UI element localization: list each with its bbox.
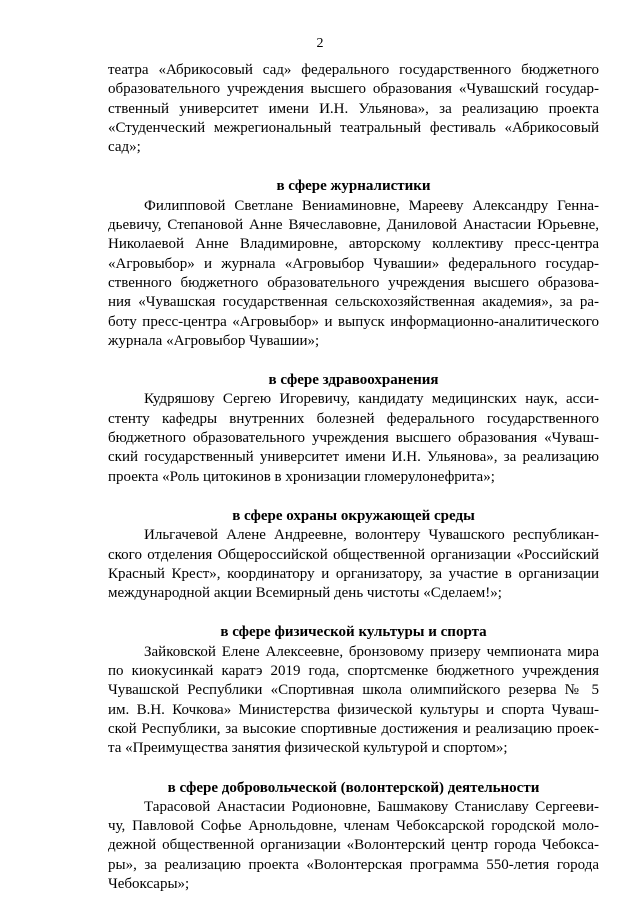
paragraph-journalism (108, 197, 599, 351)
text-line: ский государственный университет имени И.Н. Ульянова», за реализацию (108, 449, 599, 466)
text-line: ственного бюджетного образовательного учреждения высшего образова- (108, 274, 599, 291)
text-line: чу, Павловой Софье Арнольдовне, членам Чебоксарской городской моло- (108, 818, 599, 835)
section-heading-healthcare: в сфере здравоохранения (268, 372, 439, 389)
text-line: Зайковской Елене Алексеевне, бронзовому призеру чемпионата мира (144, 643, 599, 660)
text-line: бюджетного образовательного учреждения высшего образования «Чуваш- (108, 430, 599, 447)
paragraph-volunteering (108, 798, 599, 894)
text-line: Кудряшову Сергею Игоревичу, кандидату медицинских наук, асси- (144, 391, 599, 408)
text-line: стенту кафедры внутренних болезней федерального государственного (108, 410, 599, 427)
text-line: по киокусинкай каратэ 2019 года, спортсменке бюджетного учреждения (108, 663, 599, 680)
section-heading-volunteering: в сфере добровольческой (волонтерской) деятельности (167, 779, 540, 796)
text-line: Чебоксары»; (108, 875, 190, 892)
text-line: ственный университет имени И.Н. Ульянова», за реализацию проекта (108, 100, 599, 117)
text-line: Красный Крест», координатору и организатору, за участие в организации (108, 565, 599, 582)
text-line: дьевичу, Степановой Анне Вячеславовне, Даниловой Анастасии Юрьевне, (108, 217, 599, 234)
text-line: ской Республики, за высокие спортивные достижения и реализацию проек- (108, 720, 599, 737)
text-line: им. В.Н. Кочкова» Министерства физической культуры и спорта Чуваш- (108, 701, 599, 718)
text-line: Чувашской Республики «Спортивная школа олимпийского резерва № 5 (108, 682, 599, 699)
text-line: Ильгачевой Алене Андреевне, волонтеру Чувашского республикан- (144, 527, 599, 544)
text-line: проекта «Роль цитокинов в хронизации гломерулонефрита»; (108, 468, 495, 485)
text-line: Филипповой Светлане Вениаминовне, Марееву Александру Генна- (144, 197, 599, 214)
document-body (108, 61, 599, 894)
text-line: «Агровыбор» и журнала «Агровыбор Чувашии» федерального государ- (108, 255, 599, 272)
text-line: боту пресс-центра «Агровыбор» и выпуск информационно-аналитического (108, 313, 599, 330)
text-line: образовательного учреждения высшего образования «Чувашский государ- (108, 81, 599, 98)
text-line: международной акции Всемирный день чистоты «Сделаем!»; (108, 585, 502, 602)
text-line: Николаевой Анне Владимировне, авторскому коллективу пресс-центра (108, 236, 599, 253)
text-line: Тарасовой Анастасии Родионовне, Башмакову Станиславу Сергееви- (144, 798, 599, 815)
paragraph-sport (108, 643, 599, 759)
page-number: 2 (316, 36, 324, 51)
section-heading-environment: в сфере охраны окружающей среды (232, 507, 475, 524)
text-line: журнала «Агровыбор Чувашии»; (108, 332, 320, 349)
text-line: «Студенческий межрегиональный театральный фестиваль «Абрикосовый (108, 119, 599, 136)
paragraph-theatre (108, 61, 599, 157)
text-line: сад»; (108, 139, 141, 156)
text-line: та «Преимущества занятия физической культурой и спортом»; (108, 740, 508, 757)
section-heading-sport: в сфере физической культуры и спорта (220, 624, 487, 641)
text-line: ского отделения Общероссийской общественной организации «Российский (108, 546, 599, 563)
paragraph-healthcare (108, 390, 599, 486)
text-line: дежной общественной организации «Волонтерский центр города Чебокса- (108, 837, 599, 854)
text-line: ры», за реализацию проекта «Волонтерская программа 550-летия города (108, 856, 599, 873)
text-line: ния «Чувашская государственная сельскохозяйственная академия», за ра- (108, 294, 599, 311)
section-heading-journalism: в сфере журналистики (276, 178, 431, 195)
paragraph-environment (108, 526, 599, 603)
text-line: театра «Абрикосовый сад» федерального государственного бюджетного (108, 62, 599, 78)
